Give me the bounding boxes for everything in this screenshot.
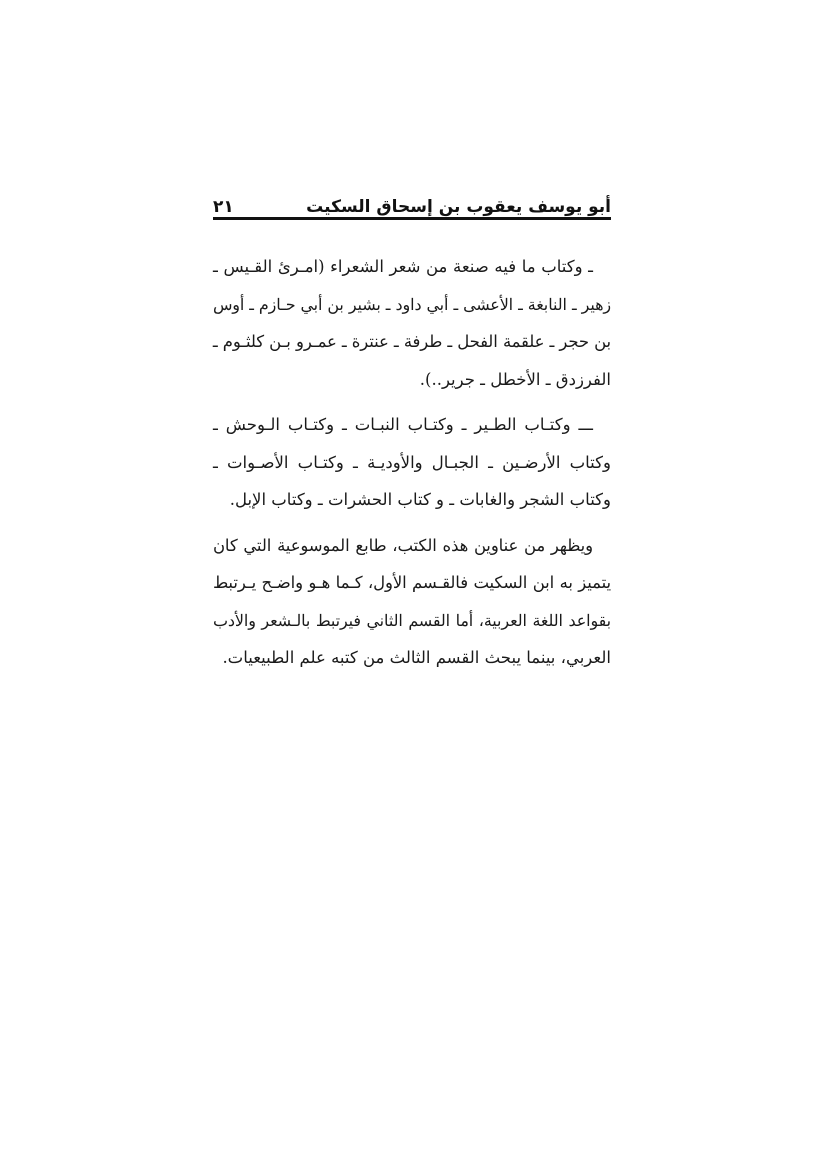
text-line: العربي، بينما يبحث القسم الثالث من كتبه علم الطبيعيات. — [222, 648, 611, 667]
text-line: وكتاب الشجر والغابات ـ و كتاب الحشرات ـ وكتاب الإبل. — [229, 490, 611, 509]
paragraph-encyclopedic-nature — [213, 527, 611, 677]
header-rule — [213, 217, 611, 220]
text-line: زهير ـ النابغة ـ الأعشى ـ أبي داود ـ بشير بن أبي حـازم ـ أوس — [213, 294, 611, 314]
text-line: بقواعد اللغة العربية، أما القسم الثاني فيرتبط بالـشعر والأدب — [213, 610, 611, 630]
text-line: ويظهر من عناوين هذه الكتب، طابع الموسوعية التي كان — [213, 535, 593, 555]
paragraph-poets-list — [213, 248, 611, 398]
page-number: ٢١ — [213, 197, 234, 217]
text-line: ـــ وكتـاب الطـير ـ وكتـاب النبـات ـ وكتـاب الـوحش ـ — [213, 415, 593, 434]
running-head-title: أبو يوسف يعقوب بن إسحاق السكيت — [306, 197, 611, 217]
running-head — [213, 192, 611, 218]
text-line: بن حجر ـ علقمة الفحل ـ طرفة ـ عنترة ـ عمـرو بـن كلثـوم ـ — [212, 332, 611, 351]
text-line: يتميز به ابن السكيت فالقـسم الأول، كـما هـو واضـح يـرتبط — [213, 573, 611, 592]
text-line: وكتاب الأرضـين ـ الجبـال والأوديـة ـ وكتـاب الأصـوات ـ — [213, 452, 611, 472]
text-line: الفرزدق ـ الأخطل ـ جرير..). — [419, 369, 611, 389]
paragraph-nature-books — [213, 406, 611, 519]
body-text — [213, 248, 611, 677]
text-line: ـ وكتاب ما فيه صنعة من شعر الشعراء (امـرئ القـيس ـ — [213, 257, 593, 276]
